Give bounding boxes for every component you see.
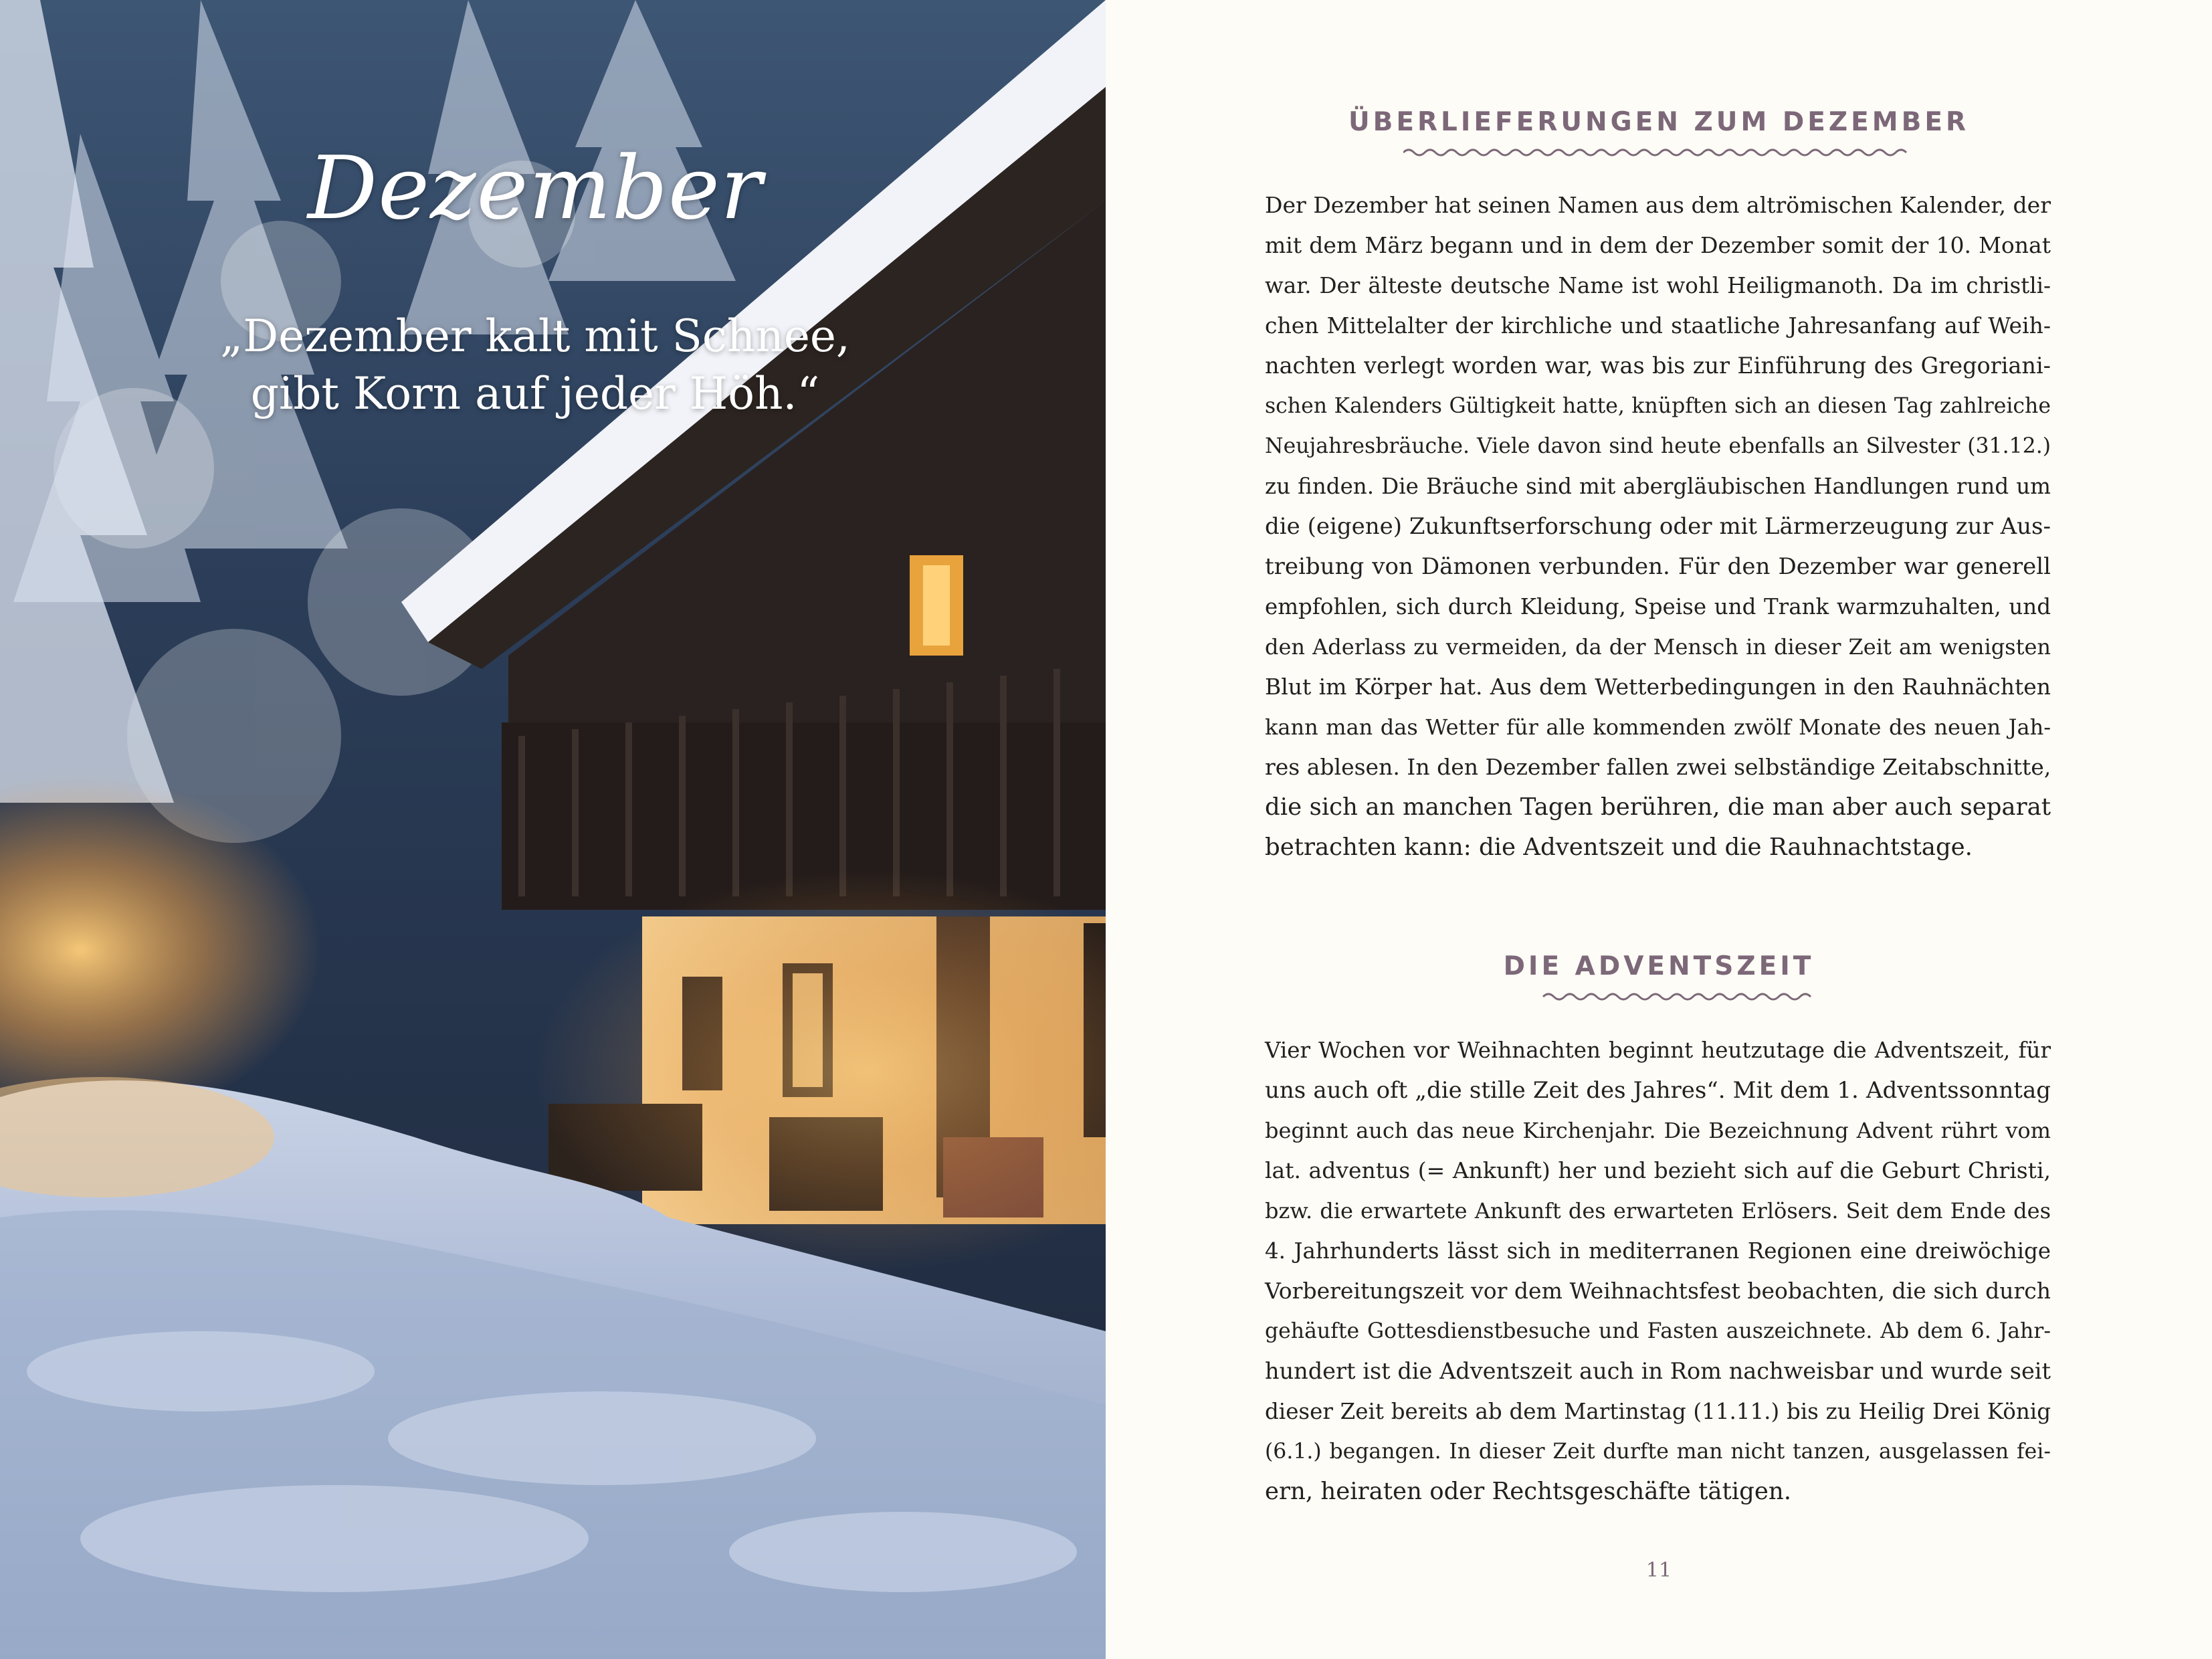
text-line: beginnt auch das neue Kirchenjahr. Die Bezeichnung Advent rührt vom xyxy=(1265,1118,2051,1143)
text-line: schen Kalenders Gültigkeit hatte, knüpften sich an diesen Tag zahlreiche xyxy=(1265,394,2051,418)
text-line: die sich an manchen Tagen berühren, die man aber auch separat xyxy=(1265,793,2051,821)
text-line: nachten verlegt worden war, was bis zur Einführung des Gregoriani- xyxy=(1265,353,2051,379)
text-line: Vier Wochen vor Weihnachten beginnt heutzutage die Adventszeit, für xyxy=(1265,1038,2051,1063)
text-line: bzw. die erwartete Ankunft des erwarteten Erlösers. Seit dem Ende des xyxy=(1265,1198,2051,1224)
text-line: mit dem März begann und in dem der Dezember somit der 10. Monat xyxy=(1265,232,2051,258)
text-page xyxy=(1106,0,2212,1659)
text-line: die (eigene) Zukunftserforschung oder mit Lärmerzeugung zur Aus- xyxy=(1265,513,2051,540)
text-line: ern, heiraten oder Rechtsgeschäfte tätigen. xyxy=(1265,1478,1792,1505)
quote-line: gibt Korn auf jeder Höh.“ xyxy=(250,368,820,419)
wave-divider xyxy=(1403,147,1914,158)
text-line: kann man das Wetter für alle kommenden zwölf Monate des neuen Jah- xyxy=(1265,714,2051,740)
text-line: war. Der älteste deutsche Name ist wohl Heiligmanoth. Da im christli- xyxy=(1265,273,2051,298)
text-line: zu finden. Die Bräuche sind mit abergläubischen Handlungen rund um xyxy=(1265,474,2051,499)
text-line: Der Dezember hat seinen Namen aus dem altrömischen Kalender, der xyxy=(1265,192,2051,218)
section2-body xyxy=(1265,1030,2051,1512)
text-line: 4. Jahrhunderts lässt sich in mediterranen Regionen eine dreiwöchige xyxy=(1265,1238,2051,1264)
text-line: (6.1.) begangen. In dieser Zeit durfte man nicht tanzen, ausgelassen fei- xyxy=(1265,1440,2051,1464)
section-heading-ueberlieferungen: ÜBERLIEFERUNGEN ZUM DEZEMBER xyxy=(1348,107,1970,137)
text-line: hundert ist die Adventszeit auch in Rom nachweisbar und wurde seit xyxy=(1265,1358,2051,1384)
text-line: Blut im Körper hat. Aus dem Wetterbedingungen in den Rauhnächten xyxy=(1265,674,2051,700)
text-line: Vorbereitungszeit vor dem Weihnachtsfest beobachten, die sich durch xyxy=(1265,1278,2051,1304)
section1-body xyxy=(1265,185,2051,868)
text-line: res ablesen. In den Dezember fallen zwei selbständige Zeitabschnitte, xyxy=(1265,754,2051,780)
wave-divider xyxy=(1542,991,1812,1002)
chapter-quote xyxy=(0,308,1070,423)
text-line: Neujahresbräuche. Viele davon sind heute ebenfalls an Silvester (31.12.) xyxy=(1265,434,2051,458)
text-line: betrachten kann: die Adventszeit und die Rauhnachtstage. xyxy=(1265,834,1973,861)
text-line: gehäufte Gottesdienstbesuche und Fasten auszeichnete. Ab dem 6. Jahr- xyxy=(1265,1319,2051,1343)
text-line: uns auch oft „die stille Zeit des Jahres“. Mit dem 1. Adventssonntag xyxy=(1265,1077,2051,1104)
page-number: 11 xyxy=(1645,1559,1672,1582)
quote-line: „Dezember kalt mit Schnee, xyxy=(220,310,850,362)
text-line: empfohlen, sich durch Kleidung, Speise und Trank warmzuhalten, und xyxy=(1265,594,2051,619)
text-line: den Aderlass zu vermeiden, da der Mensch in dieser Zeit am wenigsten xyxy=(1265,634,2051,660)
text-line: treibung von Dämonen verbunden. Für den Dezember war generell xyxy=(1265,553,2051,580)
chapter-title: Dezember xyxy=(307,137,763,239)
text-line: chen Mittelalter der kirchliche und staatliche Jahresanfang auf Weih- xyxy=(1265,312,2051,338)
text-line: lat. adventus (= Ankunft) her und bezieht sich auf die Geburt Christi, xyxy=(1265,1157,2051,1183)
section-heading-adventszeit: DIE ADVENTSZEIT xyxy=(1503,951,1815,981)
text-line: dieser Zeit bereits ab dem Martinstag (11.11.) bis zu Heilig Drei König xyxy=(1265,1399,2051,1424)
